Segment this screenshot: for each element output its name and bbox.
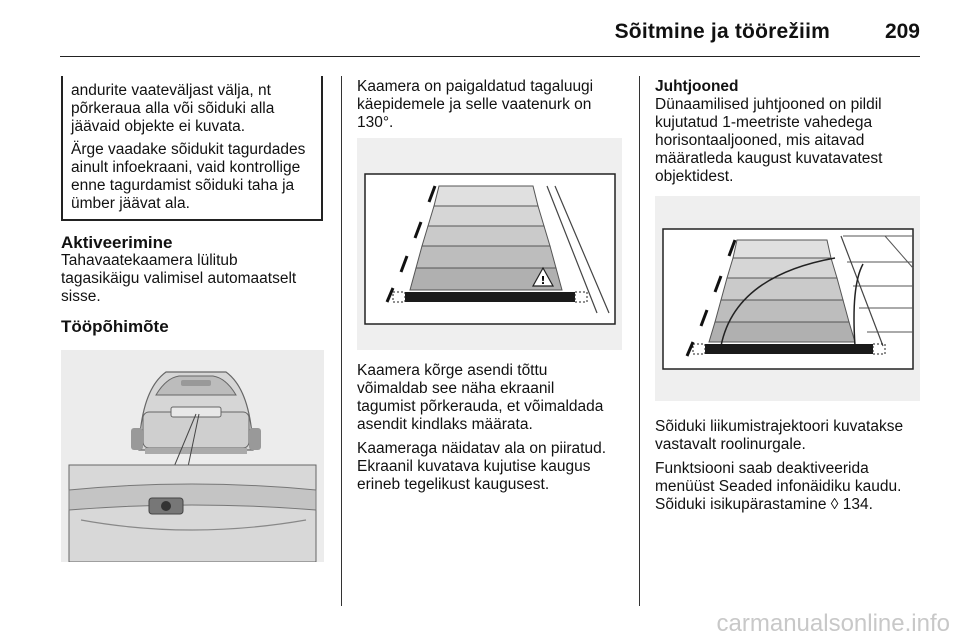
heading-activation: Aktiveerimine xyxy=(61,233,173,252)
page-number: 209 xyxy=(884,20,920,43)
trajectory-text: Sõiduki liikumistrajektoori kuvatakse vastavalt roolinurgale. Funktsiooni saab deaktiveerida menüüst Seaded infonäidiku kaudu. Sõiduki isikupärastamine ◊ 134. xyxy=(655,418,945,520)
deactivate-text: Funktsiooni saab deaktiveerida menüüst Seaded infonäidiku kaudu. Sõiduki isikupärastamine ◊ 134. xyxy=(655,460,902,513)
camera-display-illustration xyxy=(357,138,622,350)
page-title: Sõitmine ja töörežiim xyxy=(614,20,830,43)
svg-text:!: ! xyxy=(540,274,546,287)
header-rule xyxy=(60,56,920,57)
section-activation xyxy=(61,234,331,312)
camera-area-text: Kaameraga näidatav ala on piiratud. Ekraanil kuvatava kujutise kaugus erineb tegelikust kaugusest. xyxy=(357,440,607,493)
camera-location-illustration xyxy=(61,350,324,562)
note-paragraph-1: andurite vaateväljast välja, nt põrkeraua alla või sõiduki alla jäävaid objekte ei kuvata. xyxy=(71,82,275,135)
reference-arrow-icon: ◊ xyxy=(830,496,839,513)
guidelines-paragraph: Dünaamilised juhtjooned on pildil kujutatud 1-meetriste vahedega horisontaaljooned, mis aitavad määratleda kaugust kuvatavatest objektidest. xyxy=(655,96,883,185)
section-guidelines xyxy=(655,78,927,192)
reference-page-link[interactable]: 134. xyxy=(842,496,873,513)
column-divider-1 xyxy=(341,76,342,606)
camera-height-text: Kaamera kõrge asendi tõttu võimaldab see näha ekraanil tagumist põrkerauda, et võimaldada asendit kindlaks määrata. Kaameraga näidatav ala on piiratud. Ekraanil kuvatava kujutise kaugus erineb tegelikust kaugusest. xyxy=(357,362,632,500)
trajectory-drawing xyxy=(655,196,920,401)
heading-principle: Tööpõhimõte xyxy=(61,317,169,336)
watermark: carmanualsonline.info xyxy=(716,610,950,637)
car-rear-camera-drawing xyxy=(61,350,324,562)
warning-note-box xyxy=(61,76,323,221)
activation-paragraph: Tahavaatekaamera lülitub tagasikäigu valimisel automaatselt sisse. xyxy=(61,252,297,305)
column-divider-2 xyxy=(639,76,640,606)
heading-guidelines: Juhtjooned xyxy=(655,78,739,95)
dynamic-guidelines-illustration xyxy=(655,196,920,401)
display-guidelines-drawing xyxy=(357,138,622,350)
note-paragraph-2: Ärge vaadake sõidukit tagurdades ainult infoekraani, vaid kontrollige enne tagurdamist sõiduki taha ja ümber jäävat ala. xyxy=(71,141,306,212)
camera-intro-text: Kaamera on paigaldatud tagaluugi käepidemele ja selle vaatenurk on 130°. xyxy=(357,78,594,131)
